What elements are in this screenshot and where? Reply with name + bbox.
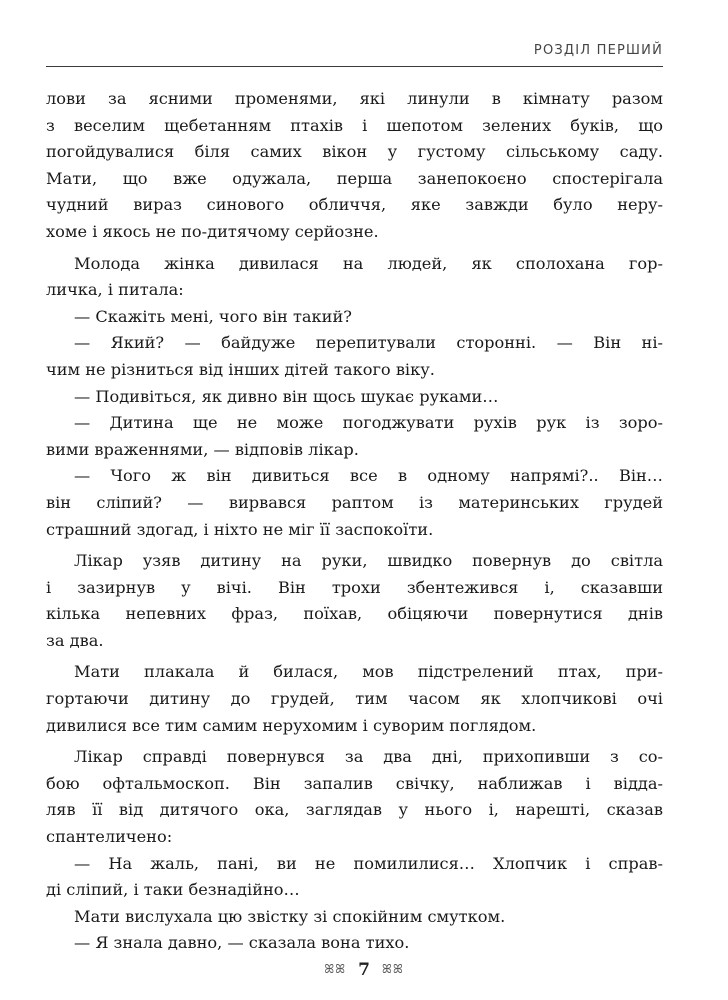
paragraph bbox=[46, 463, 663, 543]
text-line: погойдувалися біля самих вікон у густому сільському саду. bbox=[46, 142, 663, 162]
text-line: Лікар узяв дитину на руки, швидко повернув до світла bbox=[74, 551, 663, 571]
page-number: 7 bbox=[358, 960, 370, 980]
text-line: дивилися все тим самим нерухомим і суворим поглядом. bbox=[46, 715, 537, 735]
header-rule bbox=[46, 66, 663, 67]
text-line: хоме і якось не по-дитячому серйозне. bbox=[46, 221, 379, 241]
text-line: бою офтальмоскоп. Він запалив свічку, наближав і відда- bbox=[46, 773, 663, 793]
text-line: чим не різниться від інших дітей такого віку. bbox=[46, 359, 435, 379]
text-line: страшний здогад, і ніхто не міг її заспокоїти. bbox=[46, 519, 434, 539]
text-line: Мати плакала й билася, мов підстрелений птах, при- bbox=[74, 662, 663, 682]
paragraph bbox=[46, 851, 663, 904]
text-line: ді сліпий, і таки безнадійно… bbox=[46, 880, 300, 900]
folio-ornament-left: ꕤꕤ bbox=[324, 962, 347, 976]
paragraph bbox=[46, 904, 663, 931]
paragraph bbox=[46, 304, 663, 331]
text-line: — Який? — байдуже перепитували сторонні. — Він ні- bbox=[74, 333, 663, 353]
text-line: і зазирнув у вічі. Він трохи збентежився і, сказавши bbox=[46, 577, 663, 597]
paragraph bbox=[46, 744, 663, 850]
paragraph bbox=[46, 410, 663, 463]
text-line: кілька непевних фраз, поїхав, обіцяючи повернутися днів bbox=[46, 604, 663, 624]
text-line: — Чого ж він дивиться все в одному напрямі?.. Він… bbox=[74, 466, 663, 486]
paragraph bbox=[46, 251, 663, 304]
text-line: — Скажіть мені, чого він такий? bbox=[74, 306, 352, 326]
paragraph bbox=[46, 659, 663, 739]
text-line: — Подивіться, як дивно він щось шукає руками… bbox=[74, 386, 499, 406]
running-head: РОЗДІЛ ПЕРШИЙ bbox=[533, 43, 663, 58]
text-line: — На жаль, пані, ви не помилилися… Хлопчик і справ- bbox=[74, 853, 663, 873]
text-line: Молода жінка дивилася на людей, як сполохана гор- bbox=[74, 253, 663, 273]
text-line: вими враженнями, — відповів лікар. bbox=[46, 439, 359, 459]
paragraph bbox=[46, 548, 663, 654]
folio-ornament-right: ꕤꕤ bbox=[381, 962, 404, 976]
text-line: гортаючи дитину до грудей, тим часом як хлопчикові очі bbox=[46, 689, 663, 709]
text-line: лови за ясними променями, які линули в кімнату разом bbox=[46, 89, 663, 108]
text-line: з веселим щебетанням птахів і шепотом зелених буків, що bbox=[46, 115, 663, 135]
paragraph bbox=[46, 330, 663, 383]
text-line: — Я знала давно, — сказала вона тихо. bbox=[74, 933, 410, 953]
text-line: личка, і питала: bbox=[46, 280, 184, 300]
text-line: чудний вираз синового обличчя, яке завжди було неру- bbox=[46, 195, 663, 215]
page-folio bbox=[0, 960, 728, 980]
text-line: за два. bbox=[46, 630, 104, 650]
paragraph bbox=[46, 930, 663, 957]
text-line: — Дитина ще не може погоджувати рухів рук із зоро- bbox=[74, 413, 663, 433]
text-line: Мати вислухала цю звістку зі спокійним смутком. bbox=[74, 906, 506, 926]
text-line: спантеличено: bbox=[46, 827, 173, 847]
text-line: Мати, що вже одужала, перша занепокоєно спостерігала bbox=[46, 168, 663, 188]
text-line: ляв її від дитячого ока, заглядав у нього і, нарешті, сказав bbox=[46, 800, 663, 820]
body-text bbox=[46, 86, 663, 957]
paragraph bbox=[46, 384, 663, 411]
text-line: Лікар справді повернувся за два дні, прихопивши з со- bbox=[74, 747, 663, 767]
paragraph bbox=[46, 86, 663, 246]
text-line: він сліпий? — вирвався раптом із материнських грудей bbox=[46, 492, 663, 512]
